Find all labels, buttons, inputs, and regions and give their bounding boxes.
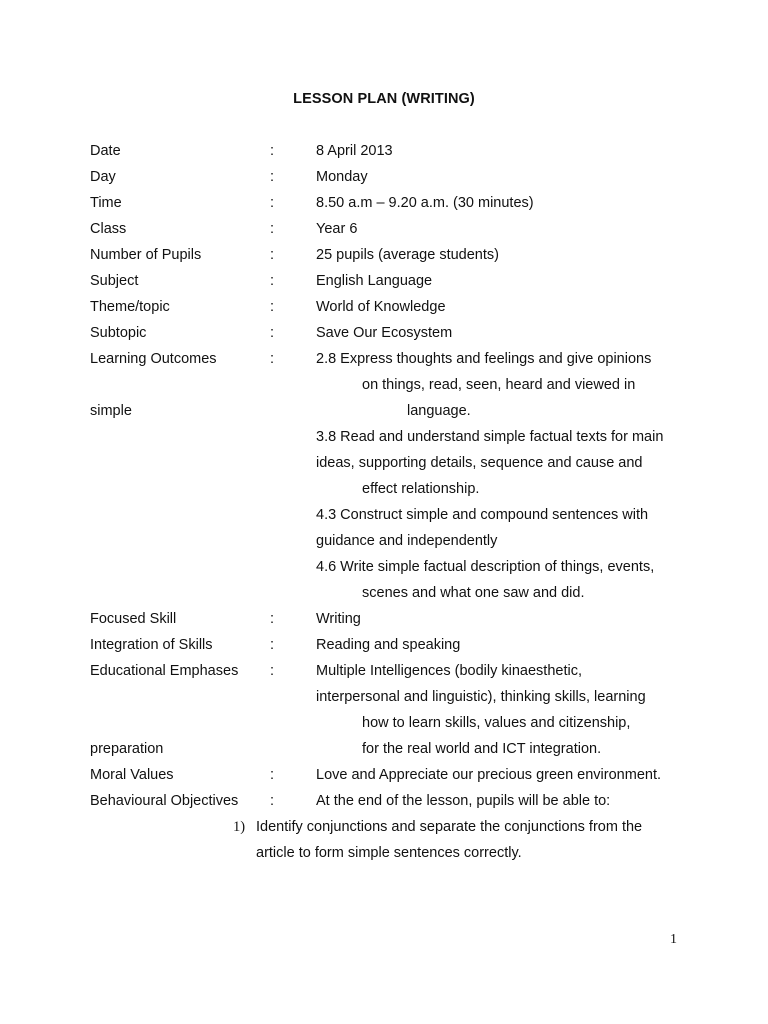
emphases-line: interpersonal and linguistic), thinking skills, learning [316, 689, 646, 705]
emphases-colon: : [270, 663, 275, 679]
emphases-label: Educational Emphases [90, 663, 239, 679]
subject-colon: : [270, 273, 275, 289]
class-value: Year 6 [316, 221, 358, 237]
date-colon: : [270, 143, 275, 159]
time-colon: : [270, 195, 275, 211]
theme-colon: : [270, 299, 275, 315]
subject-value: English Language [316, 273, 433, 289]
focused-skill-value: Writing [316, 611, 361, 627]
theme-label: Theme/topic [90, 299, 170, 315]
behavioural-objectives-label: Behavioural Objectives [90, 793, 239, 809]
class-label: Class [90, 221, 127, 237]
learning-outcomes-colon: : [270, 351, 275, 367]
pupils-label: Number of Pupils [90, 247, 202, 263]
date-label: Date [90, 143, 121, 159]
integration-value: Reading and speaking [316, 637, 461, 653]
learning-outcome-line: ideas, supporting details, sequence and cause and [316, 455, 643, 471]
learning-outcome-line: 4.6 Write simple factual description of things, events, [316, 559, 655, 575]
day-colon: : [270, 169, 275, 185]
learning-outcome-line: 4.3 Construct simple and compound sentences with [316, 507, 649, 523]
page-number: 1 [670, 932, 677, 947]
learning-outcome-line: simple [90, 403, 132, 419]
focused-skill-colon: : [270, 611, 275, 627]
moral-values-label: Moral Values [90, 767, 174, 783]
learning-outcome-line: scenes and what one saw and did. [362, 585, 585, 601]
theme-value: World of Knowledge [316, 299, 446, 315]
learning-outcome-line: on things, read, seen, heard and viewed in [362, 377, 636, 393]
learning-outcome-line: 2.8 Express thoughts and feelings and give opinions [316, 351, 652, 367]
day-label: Day [90, 169, 116, 185]
subtopic-label: Subtopic [90, 325, 147, 341]
emphases-line: Multiple Intelligences (bodily kinaesthetic, [316, 663, 582, 679]
emphases-line: for the real world and ICT integration. [362, 741, 602, 757]
moral-values-value: Love and Appreciate our precious green environment. [316, 767, 661, 783]
time-label: Time [90, 195, 122, 211]
objective-line: article to form simple sentences correctly. [256, 845, 522, 861]
emphases-line: how to learn skills, values and citizenship, [362, 715, 631, 731]
pupils-value: 25 pupils (average students) [316, 247, 499, 263]
learning-outcomes-label: Learning Outcomes [90, 351, 217, 367]
learning-outcome-line: guidance and independently [316, 533, 498, 549]
subtopic-value: Save Our Ecosystem [316, 325, 453, 341]
subtopic-colon: : [270, 325, 275, 341]
behavioural-objectives-colon: : [270, 793, 275, 809]
integration-colon: : [270, 637, 275, 653]
time-value: 8.50 a.m – 9.20 a.m. (30 minutes) [316, 195, 534, 211]
moral-values-colon: : [270, 767, 275, 783]
learning-outcome-line: 3.8 Read and understand simple factual texts for main [316, 429, 664, 445]
behavioural-objectives-value: At the end of the lesson, pupils will be able to: [316, 793, 611, 809]
emphases-line: preparation [90, 741, 164, 757]
objective-line: Identify conjunctions and separate the conjunctions from the [256, 819, 643, 835]
day-value: Monday [316, 169, 368, 185]
document-title: LESSON PLAN (WRITING) [293, 91, 475, 107]
objective-number: 1) [233, 819, 246, 835]
integration-label: Integration of Skills [90, 637, 213, 653]
pupils-colon: : [270, 247, 275, 263]
focused-skill-label: Focused Skill [90, 611, 177, 627]
class-colon: : [270, 221, 275, 237]
learning-outcome-line: language. [407, 403, 471, 419]
learning-outcome-line: effect relationship. [362, 481, 480, 497]
date-value: 8 April 2013 [316, 143, 393, 159]
subject-label: Subject [90, 273, 139, 289]
